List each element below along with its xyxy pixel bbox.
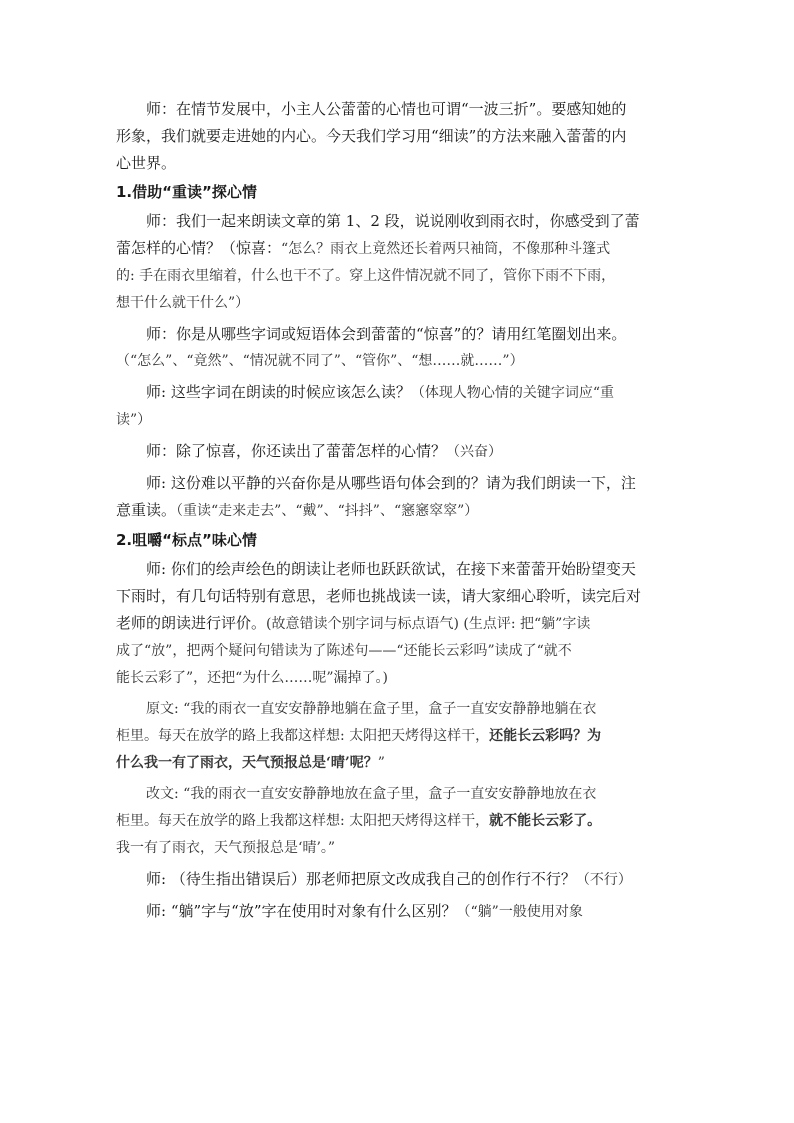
text-line: 师: 你们的绘声绘色的朗读让老师也跃跃欲试，在接下来蕾蕾开始盼望变天 (146, 560, 636, 578)
paragraph-excitement (116, 438, 686, 466)
text-line: 能长云彩了”，还把“为什么……呢”漏掉了。) (116, 670, 388, 686)
bold-span: 就不能长云彩了。 (489, 813, 602, 829)
text-span: 柜里。每天在放学的路上我都这样想: 太阳把天烤得这样干， (116, 813, 490, 829)
text-line (116, 750, 686, 777)
answer-span: （体现人物心情的关键字词应“重 (410, 385, 614, 401)
paragraph-word-difference (116, 898, 686, 926)
text-line: 改文: “我的雨衣一直安安静静地放在盒子里，盒子一直安安静静地放在衣 (146, 786, 597, 802)
text-span: 老师的朗读进行评价。 (116, 614, 267, 632)
text-line: 读”） (116, 412, 152, 428)
text-line: 的: 手在雨衣里缩着，什么也干不了。穿上这件情况就不同了，管你下雨不下雨， (116, 268, 616, 284)
paragraph-original-text (116, 696, 686, 777)
quote-span: “怎么？雨衣上竟然还长着两只袖筒，不像那种斗篷式 (281, 241, 611, 257)
document-body (116, 96, 686, 926)
answer-span: （“躺”一般使用对象 (456, 904, 583, 920)
answer-span: （不行） (575, 872, 632, 888)
text-span: 师：除了惊喜，你还读出了蕾蕾怎样的心情？ (146, 442, 447, 460)
paragraph-stress-reading (116, 470, 686, 525)
text-line: 形象，我们就要走进她的内心。今天我们学习用“细读”的方法来融入蕾蕾的内 (116, 127, 627, 145)
paragraph-teacher-reading (116, 556, 686, 692)
text-line: 原文: “我的雨衣一直安安静静地躺在盒子里，盒子一直安安静静地躺在衣 (146, 701, 597, 717)
note-span: (故意错读个别字词与标点语气) (生点评: 把“躺”字读 (266, 616, 591, 632)
paragraph-how-to-read (116, 379, 686, 434)
text-span: 柜里。每天在放学的路上我都这样想: 太阳把天烤得这样干， (116, 728, 490, 744)
text-line: 师：你是从哪些字词或短语体会到蕾蕾的“惊喜”的？请用红笔圈划出来。 (146, 325, 627, 343)
text-line (116, 808, 686, 835)
text-line (116, 438, 686, 466)
answer-span: （重读“走来走去”、“戴”、“抖抖”、“窸窸窣窣”） (176, 503, 479, 519)
paragraph-can-change (116, 866, 686, 894)
bold-span: 还能长云彩吗？为 (489, 728, 602, 744)
text-line: 师：在情节发展中，小主人公蕾蕾的心情也可谓“一波三折”。要感知她的 (146, 100, 627, 118)
text-span: 意重读。 (116, 501, 177, 519)
text-line (116, 866, 686, 894)
text-line: 想干什么就干什么”） (116, 295, 250, 311)
text-line (116, 723, 686, 750)
text-span: 蕾怎样的心情？（惊喜： (116, 239, 282, 257)
text-line: 心世界。 (116, 154, 177, 172)
text-line (116, 497, 686, 525)
text-line (116, 610, 686, 638)
paragraph-reading (116, 208, 686, 317)
paragraph-modified-text (116, 781, 686, 862)
text-line: 我一有了雨衣，天气预报总是‘晴’。” (116, 840, 336, 856)
text-span: 师: 这些字词在朗读的时候应该怎么读？ (146, 383, 411, 401)
section-heading-2: 2.咀嚼“标点”味心情 (116, 531, 257, 549)
text-line (116, 235, 686, 263)
text-line (116, 898, 686, 926)
text-line: 下雨时，有几句话特别有意思，老师也挑战读一读，请大家细心聆听，读完后对 (116, 587, 642, 605)
paragraph-intro (116, 96, 686, 177)
text-line: 师: 这份难以平静的兴奋你是从哪些语句体会到的？请为我们朗读一下，注 (146, 474, 636, 492)
text-line: （“怎么”、“竟然”、“情况就不同了”、“管你”、“想……就……”） (116, 353, 524, 369)
text-span: ” (377, 755, 385, 771)
section-heading-1: 1.借助“重读”探心情 (116, 183, 257, 201)
text-line: 师：我们一起来朗读文章的第 1、2 段，说说刚收到雨衣时，你感受到了蕾 (146, 212, 640, 230)
text-span: 师: “躺”字与“放”字在使用时对象有什么区别？ (146, 902, 457, 920)
text-span: 师: （待生指出错误后）那老师把原文改成我自己的创作行不行？ (146, 870, 576, 888)
paragraph-question (116, 321, 686, 375)
bold-span: 什么我一有了雨衣，天气预报总是‘晴’呢？ (116, 755, 378, 771)
text-line (116, 379, 686, 407)
answer-span: （兴奋） (446, 444, 503, 460)
text-line: 成了“放”，把两个疑问句错读为了陈述句——“还能长云彩吗”读成了“就不 (116, 643, 572, 659)
